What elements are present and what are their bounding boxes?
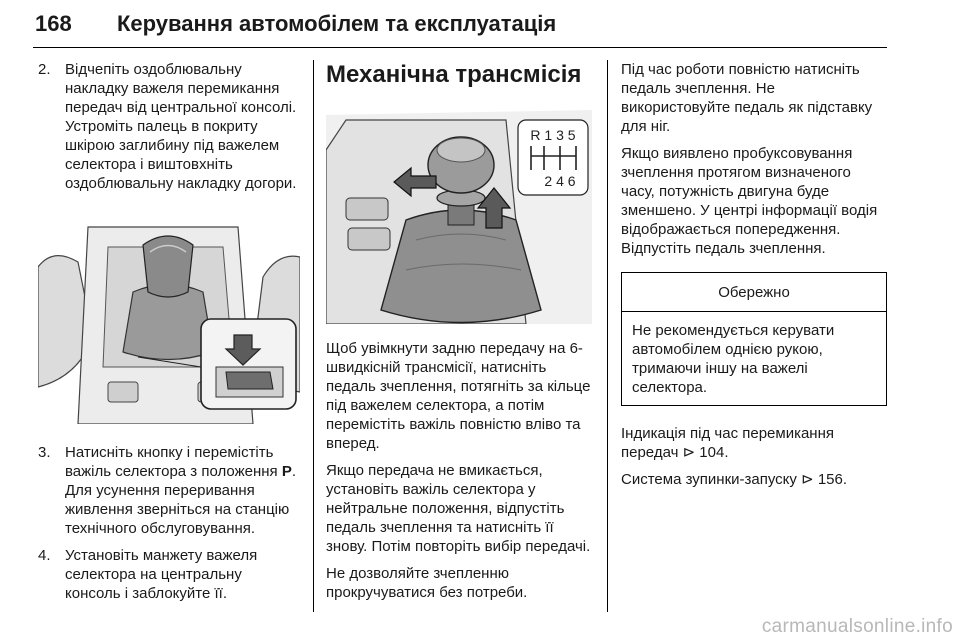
gear-selector-trim-illustration (38, 217, 300, 424)
paragraph: Щоб увімкнути задню передачу на 6-швидкісній трансмісії, натисніть педаль зчеплення, потягніть за кільце під важелем селектора, а потім перемістіть важіль повністю вліво та вперед. (326, 340, 591, 452)
column-2 (326, 60, 594, 610)
column-divider-2 (607, 60, 608, 612)
step-text: Відчепіть оздоблювальну накладку важеля перемикання передач від центральної консолі. Устроміть палець в покриту шкірою заглибину під важелем селектора і виштовхніть оздоблювальну накладку догори. (65, 61, 297, 192)
watermark: carmanualsonline.info (761, 616, 953, 637)
paragraph: Не дозволяйте зчепленню прокручуватися без потреби. (326, 565, 528, 601)
caution-box (621, 272, 887, 406)
caution-title: Обережно (622, 273, 886, 312)
page-title: Керування автомобілем та експлуатація (117, 11, 557, 36)
column-1 (38, 60, 300, 611)
step-number: 2. (38, 61, 51, 78)
paragraph: Під час роботи повністю натисніть педаль зчеплення. Не використовуйте педаль як підставку для ніг. (621, 61, 873, 135)
gear-pattern-top: R 1 3 5 (530, 127, 576, 143)
cross-reference-link[interactable]: Індикація під час перемикання передач ⊳ 104. (621, 425, 834, 461)
column-divider-1 (313, 60, 314, 612)
column-3 (621, 60, 887, 497)
step-number: 4. (38, 547, 51, 564)
park-position-label: P (281, 463, 292, 480)
cross-reference-link[interactable]: Система зупинки-запуску ⊳ 156. (621, 471, 848, 488)
manual-gear-lever-illustration (326, 110, 592, 324)
paragraph: Якщо виявлено пробуксовування зчеплення протягом визначеного часу, потужність двигуна буде зменшено. У центрі інформації водія відображається попередження. Відпустіть педаль зчеплення. (621, 145, 878, 257)
gear-pattern-bottom: 2 4 6 (544, 173, 576, 189)
step-text-part: . Для усунення переривання живлення зверніться на станцію технічного обслуговування. (65, 463, 297, 537)
step-number: 3. (38, 444, 51, 461)
paragraph: Якщо передача не вмикається, установіть важіль селектора у нейтральне положення, відпустіть педаль зчеплення та натисніть її знову. Потім повторіть вибір передачі. (326, 462, 591, 555)
step-text (65, 443, 300, 538)
step-text: Установіть манжету важеля селектора на центральну консоль і заблокуйте її. (65, 547, 258, 602)
caution-text: Не рекомендується керувати автомобілем однією рукою, тримаючи іншу на важелі селектора. (632, 322, 835, 396)
section-heading: Механічна трансмісія (326, 61, 582, 88)
step-3 (38, 443, 300, 538)
step-4 (38, 546, 300, 603)
page-header (33, 0, 887, 48)
step-text-part: Натисніть кнопку і перемістіть важіль селектора з положення (65, 444, 282, 480)
page-number: 168 (35, 11, 72, 36)
step-2 (38, 60, 300, 193)
